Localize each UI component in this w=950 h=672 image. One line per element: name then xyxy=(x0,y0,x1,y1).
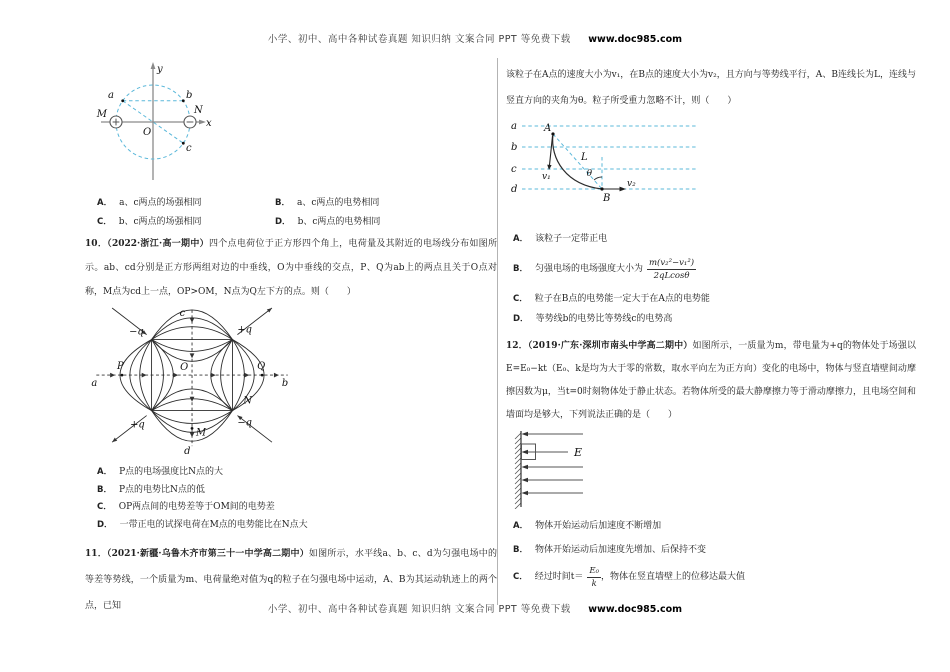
option-C: C． 经过时间t＝ $\frac{\text{E₀}}{k}$ ，物体在竖直墙壁上的位移达最大值 xyxy=(513,565,746,589)
page-header xyxy=(0,31,950,45)
label-d: d xyxy=(184,446,191,456)
option-C: C． OP两点间的电势差等于OM间的电势差 xyxy=(97,502,275,512)
label-v2: v₂ xyxy=(627,179,636,189)
label-E: E xyxy=(574,446,583,459)
figure-dipole-circle xyxy=(91,60,296,190)
wall-hatching xyxy=(515,433,521,509)
label-O: O xyxy=(180,362,189,374)
label-Q: Q xyxy=(257,361,266,373)
label-N: N xyxy=(194,105,203,116)
page-footer xyxy=(0,601,950,615)
label-v1: v₁ xyxy=(542,172,551,182)
label-charge-br: −q xyxy=(237,417,253,429)
label-line-b: b xyxy=(511,142,518,153)
q12-number: 12． xyxy=(506,341,528,351)
option-A: A． 该粒子一定带正电 xyxy=(513,234,608,244)
figure-equipotential-trajectory xyxy=(508,119,703,214)
option-C: C． 粒子在B点的电势能一定大于在A点的电势能 xyxy=(513,294,710,304)
right-column xyxy=(506,62,916,590)
q10-stem: 10．（2022·浙江·高一期中）四个点电荷位于正方形四个角上，电荷量及其附近的电场线分布如图所示。ab、cd分别是正方形两组对边的中垂线，O为中垂线的交点，P、Q为ab上的两点且关于O点对称，M点为cd上一点，OP>OM，N点为Q左下方的点。则（ ） xyxy=(85,239,497,297)
label-M: M xyxy=(195,427,207,439)
option-B: B． 物体开始运动后加速度先增加、后保持不变 xyxy=(513,545,706,555)
q12-options xyxy=(506,517,916,590)
option-B: B． P点的电势比N点的低 xyxy=(97,484,205,495)
q12-stem: 12．（2019·广东·深圳市南头中学高二期中）如图所示，一质量为m，带电量为+q的物体处于场强以E=E₀−kt（E₀、k是均为大于零的常数，取水平向左为正方向）变化的电场中，物体与竖直墙壁间动摩擦因数为μ，当t=0时刻物体处于静止状态。若物体所受的最大静摩擦力等于滑动摩擦力，且电场空间和墙面均是够大，下列说法正确的是（ ） xyxy=(506,341,916,420)
label-b: b xyxy=(281,377,289,389)
label-c: c xyxy=(186,143,192,154)
figure-wall-field xyxy=(508,429,638,509)
option-label: A． xyxy=(97,197,113,208)
left-column xyxy=(85,60,497,619)
q10-source: （2022·浙江·高一期中） xyxy=(107,239,209,249)
option-D: D． 等势线b的电势比等势线c的电势高 xyxy=(513,314,673,324)
label-y: y xyxy=(157,64,163,75)
label-x: x xyxy=(206,118,212,129)
label-b: b xyxy=(186,90,193,101)
q11-stem-left: 11．（2021·新疆·乌鲁木齐市第三十一中学高二期中）如图所示，水平线a、b、c、d为匀强电场中的等差等势线，一个质量为m、电荷量绝对值为q的粒子在匀强电场中运动，A、B为其运动轨迹上的两个点，已知 xyxy=(85,549,497,611)
header-site-link[interactable]: www.doc985.com xyxy=(588,34,683,45)
option-B: B． 匀强电场的电场强度大小为 $\frac{\text{m(v₂²−v₁²)}}{2qLcos\theta}$ xyxy=(513,257,695,281)
label-charge-tr: +q xyxy=(237,324,253,336)
q10-number: 10． xyxy=(85,239,108,249)
label-a: a xyxy=(91,377,98,389)
x-axis-arrow-icon xyxy=(199,120,206,125)
option-A: A． P点的电场强度比N点的大 xyxy=(97,467,224,477)
label-O: O xyxy=(143,127,152,138)
time-formula: $\frac{\text{E₀}}{k}$ xyxy=(589,565,599,589)
label-L: L xyxy=(581,152,588,163)
option-D: D． b、c两点的电势相同 xyxy=(275,216,381,227)
field-arrows xyxy=(524,434,583,493)
label-theta: θ xyxy=(586,169,592,179)
label-M: M xyxy=(96,109,107,120)
label-P: P xyxy=(117,361,124,373)
option-A: A． 物体开始运动后加速度不断增加 xyxy=(513,521,662,531)
v2-arrow-icon xyxy=(620,187,627,192)
q11-number: 11． xyxy=(85,549,107,559)
label-charge-bl: +q xyxy=(130,419,145,431)
option-C: C． b、c两点的场强相同 xyxy=(97,216,202,227)
q10-options xyxy=(85,464,497,534)
field-strength-formula: $\frac{\text{m(v₂²−v₁²)}}{2qLcos\theta}$ xyxy=(649,257,695,281)
label-N: N xyxy=(243,395,252,407)
option-label: D． xyxy=(275,216,291,227)
column-divider xyxy=(497,58,498,605)
label-B: B xyxy=(603,193,611,204)
q11-source: （2021·新疆·乌鲁木齐市第三十一中学高二期中） xyxy=(106,549,309,559)
option-label: B． xyxy=(275,197,290,208)
label-line-a: a xyxy=(511,121,517,132)
y-axis-arrow-icon xyxy=(151,62,156,69)
label-c: c xyxy=(179,307,186,319)
footer-text: 小学、初中、高中各种试卷真题 知识归纳 文案合同 PPT 等免费下载 xyxy=(267,604,571,615)
figure-quadrupole-field xyxy=(87,306,302,456)
label-line-c: c xyxy=(511,164,517,175)
option-label: C． xyxy=(97,216,112,227)
q11-stem-right: 该粒子在A点的速度大小为v₁，在B点的速度大小为v₂，且方向与等势线平行，A、B连线长为L，连线与竖直方向的夹角为θ。粒子所受重力忽略不计，则（ ） xyxy=(506,70,916,106)
option-D: D． 一带正电的试探电荷在M点的电势能比在N点大 xyxy=(97,519,308,530)
label-a: a xyxy=(108,90,114,101)
q11-options xyxy=(506,230,916,328)
footer-site-link[interactable]: www.doc985.com xyxy=(588,604,683,615)
label-A: A xyxy=(544,123,552,134)
option-B: B． a、c两点的电势相同 xyxy=(275,197,380,208)
label-line-d: d xyxy=(511,184,518,195)
q12-source: （2019·广东·深圳市南头中学高二期中） xyxy=(527,341,693,351)
label-charge-tl: −q xyxy=(129,326,144,338)
option-A: A． a、c两点的场强相同 xyxy=(97,197,202,208)
header-text: 小学、初中、高中各种试卷真题 知识归纳 文案合同 PPT 等免费下载 xyxy=(267,34,571,45)
q9-options xyxy=(85,195,497,227)
